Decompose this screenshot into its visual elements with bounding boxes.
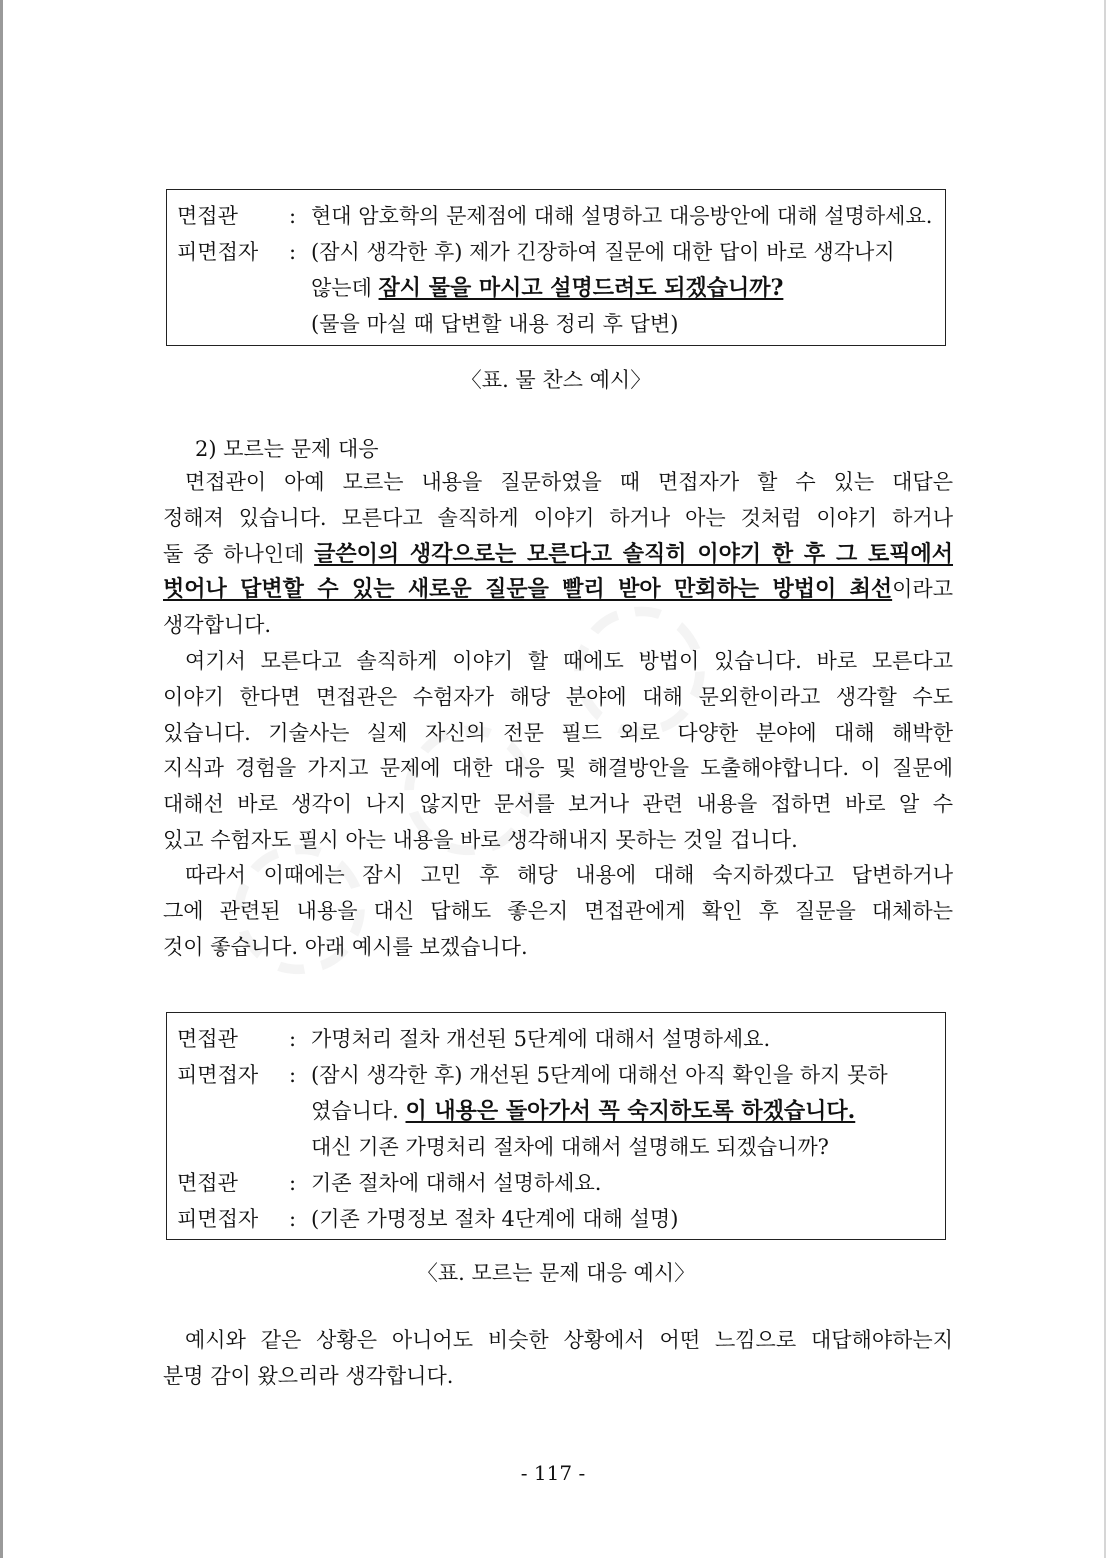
- dialog-continuation: (물을 마실 때 답변할 내용 정리 후 답변): [311, 312, 679, 336]
- colon: :: [289, 1063, 297, 1087]
- dialog-continuation: [177, 270, 935, 306]
- page-number: - 117 -: [520, 1461, 586, 1485]
- speaker-label: 피면접자: [177, 240, 259, 264]
- text-line: 여기서 모른다고 솔직하게 이야기 할 때에도 방법이 있습니다. 바로 모른다고: [185, 649, 953, 673]
- text-line: 있습니다. 기술사는 실제 자신의 전문 필드 외로 다양한 분야에 대해 해박한: [163, 720, 953, 745]
- colon: :: [289, 1171, 297, 1195]
- text-line: [163, 572, 953, 608]
- section-heading: 2) 모르는 문제 대응: [195, 437, 379, 461]
- speaker-label: 면접관: [177, 1027, 252, 1051]
- speaker-label: 피면접자: [177, 1207, 259, 1231]
- dialog-text: (잠시 생각한 후) 개선된 5단계에 대해선 아직 확인을 하지 못하: [311, 1063, 888, 1087]
- dialog-text: 기존 절차에 대해서 설명하세요.: [311, 1171, 602, 1195]
- text-line: 것이 좋습니다. 아래 예시를 보겠습니다.: [163, 934, 528, 959]
- dialog-table-water-chance: [166, 189, 946, 346]
- text-span: 둘 중 하나인데: [163, 541, 315, 566]
- colon: :: [289, 1027, 297, 1051]
- text-line: 있고 수험자도 필시 아는 내용을 바로 생각해내지 못하는 것일 겁니다.: [163, 827, 798, 852]
- text-line: 대해선 바로 생각이 나지 않지만 문서를 보거나 관련 내용을 접하면 바로 알 수: [163, 792, 953, 817]
- text-line: 분명 감이 왔으리라 생각합니다.: [163, 1363, 454, 1388]
- dialog-table-unknown-question: [166, 1012, 946, 1240]
- text-line: 이야기 한다면 면접관은 수험자가 해당 분야에 대해 문외한이라고 생각할 수도: [163, 684, 953, 709]
- speaker-label: 면접관: [177, 204, 252, 228]
- emphasized-text: 글쓴이의 생각으로는 모른다고 솔직히 이야기 한 후 그 토픽에서: [314, 540, 954, 567]
- text-line: 정해져 있습니다. 모른다고 솔직하게 이야기 하거나 아는 것처럼 이야기 하거나: [163, 505, 953, 530]
- dialog-continuation: 대신 기존 가명처리 절차에 대해서 설명해도 되겠습니까?: [311, 1135, 829, 1159]
- dialog-text: (잠시 생각한 후) 제가 긴장하여 질문에 대한 답이 바로 생각나지: [311, 240, 895, 264]
- text-span: 이라고: [892, 577, 953, 602]
- dialog-row: [177, 1201, 935, 1237]
- paragraph: [163, 465, 953, 644]
- paragraph: [163, 1323, 953, 1395]
- dialog-row: [177, 1021, 935, 1057]
- dialog-continuation: [177, 1093, 935, 1129]
- text-line: [163, 537, 953, 573]
- dialog-text: 현대 암호학의 문제점에 대해 설명하고 대응방안에 대해 설명하세요.: [311, 204, 933, 228]
- colon: :: [289, 204, 297, 228]
- dialog-row: [177, 1057, 935, 1093]
- text-line: 생각합니다.: [163, 613, 272, 638]
- dialog-row: [177, 198, 935, 234]
- dialog-row: [177, 234, 935, 270]
- dialog-text: (기존 가명정보 절차 4단계에 대해 설명): [311, 1207, 679, 1231]
- emphasized-text: 이 내용은 돌아가서 꼭 숙지하도록 하겠습니다.: [405, 1098, 856, 1124]
- text-line: 지식과 경험을 가지고 문제에 대한 대응 및 해결방안을 도출해야합니다. 이 질문에: [163, 756, 953, 781]
- page-left-edge: [0, 0, 3, 1558]
- paragraph: [163, 858, 953, 965]
- emphasized-text: 벗어나 답변할 수 있는 새로운 질문을 빨리 받아 만회하는 방법이 최선: [163, 576, 893, 603]
- text-line: 그에 관련된 내용을 대신 답해도 좋은지 면접관에게 확인 후 질문을 대체하는: [163, 898, 953, 923]
- text-line: 예시와 같은 상황은 아니어도 비슷한 상황에서 어떤 느낌으로 대답해야하는지: [185, 1328, 953, 1352]
- emphasized-text: 잠시 물을 마시고 설명드려도 되겠습니까?: [378, 275, 784, 301]
- table-caption: 〈표. 모르는 문제 대응 예시〉: [416, 1261, 696, 1285]
- dialog-text: 였습니다.: [311, 1099, 406, 1123]
- dialog-text: 않는데: [311, 276, 379, 300]
- colon: :: [289, 240, 297, 264]
- text-line: 따라서 이때에는 잠시 고민 후 해당 내용에 대해 숙지하겠다고 답변하거나: [185, 863, 953, 887]
- speaker-label: 면접관: [177, 1171, 252, 1195]
- colon: :: [289, 1207, 297, 1231]
- dialog-row: [177, 1165, 935, 1201]
- speaker-label: 피면접자: [177, 1063, 259, 1087]
- dialog-text: 가명처리 절차 개선된 5단계에 대해서 설명하세요.: [311, 1027, 771, 1051]
- text-line: 면접관이 아예 모르는 내용을 질문하였을 때 면접자가 할 수 있는 대답은: [185, 470, 953, 494]
- table-caption: 〈표. 물 찬스 예시〉: [460, 368, 652, 392]
- paragraph: [163, 644, 953, 859]
